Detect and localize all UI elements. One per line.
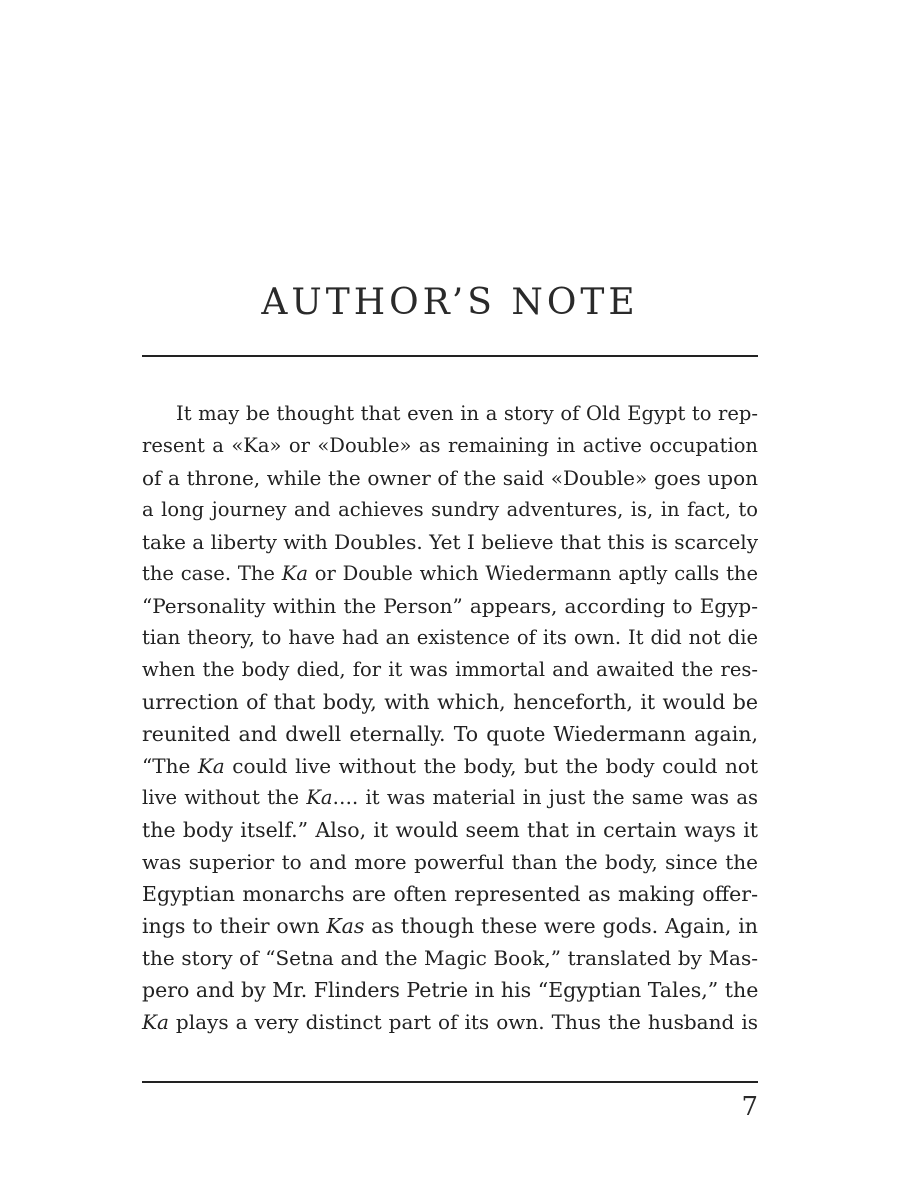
italic-term: Ka [142, 1010, 169, 1034]
text-line: was superior to and more powerful than the body, since the [142, 850, 758, 874]
text-line: live without the Ka…. it was material in just the same was as [142, 786, 758, 809]
text-line: Ka plays a very distinct part of its own. Thus the husband is [142, 1010, 758, 1034]
italic-term: Kas [326, 914, 365, 938]
text-line: the case. The Ka or Double which Wiedermann aptly calls the [142, 562, 758, 585]
text-line: the story of “Setna and the Magic Book,” translated by Mas- [142, 946, 758, 970]
text-line: take a liberty with Doubles. Yet I believe that this is scarcely [142, 530, 758, 554]
italic-term: Ka [281, 562, 308, 585]
italic-term: Ka [306, 786, 333, 809]
text-line: “The Ka could live without the body, but the body could not [142, 754, 758, 778]
page-number: 7 [741, 1092, 758, 1122]
text-line: of a throne, while the owner of the said «Double» goes upon [142, 466, 758, 490]
text-line: resent a «Ka» or «Double» as remaining in active occupation [142, 434, 758, 457]
text-line: when the body died, for it was immortal and awaited the res- [142, 658, 758, 681]
text-line: reunited and dwell eternally. To quote Wiedermann again, [142, 722, 758, 746]
text-line: Egyptian monarchs are often represented as making offer- [142, 882, 758, 906]
text-line: the body itself.” Also, it would seem that in certain ways it [142, 818, 758, 842]
text-line: urrection of that body, with which, henceforth, it would be [142, 690, 758, 714]
italic-term: Ka [197, 754, 225, 778]
text-line: tian theory, to have had an existence of its own. It did not die [142, 626, 758, 649]
body-text [142, 398, 758, 1038]
top-rule [142, 355, 758, 357]
text-line: pero and by Mr. Flinders Petrie in his “Egyptian Tales,” the [142, 978, 759, 1002]
chapter-heading: AUTHOR’S NOTE [261, 282, 639, 323]
bottom-rule [142, 1081, 758, 1083]
text-line: “Personality within the Person” appears, according to Egyp- [142, 594, 758, 618]
text-line: It may be thought that even in a story of Old Egypt to rep- [176, 402, 758, 425]
text-line: a long journey and achieves sundry adventures, is, in fact, to [142, 498, 758, 521]
text-line: ings to their own Kas as though these were gods. Again, in [142, 914, 758, 938]
